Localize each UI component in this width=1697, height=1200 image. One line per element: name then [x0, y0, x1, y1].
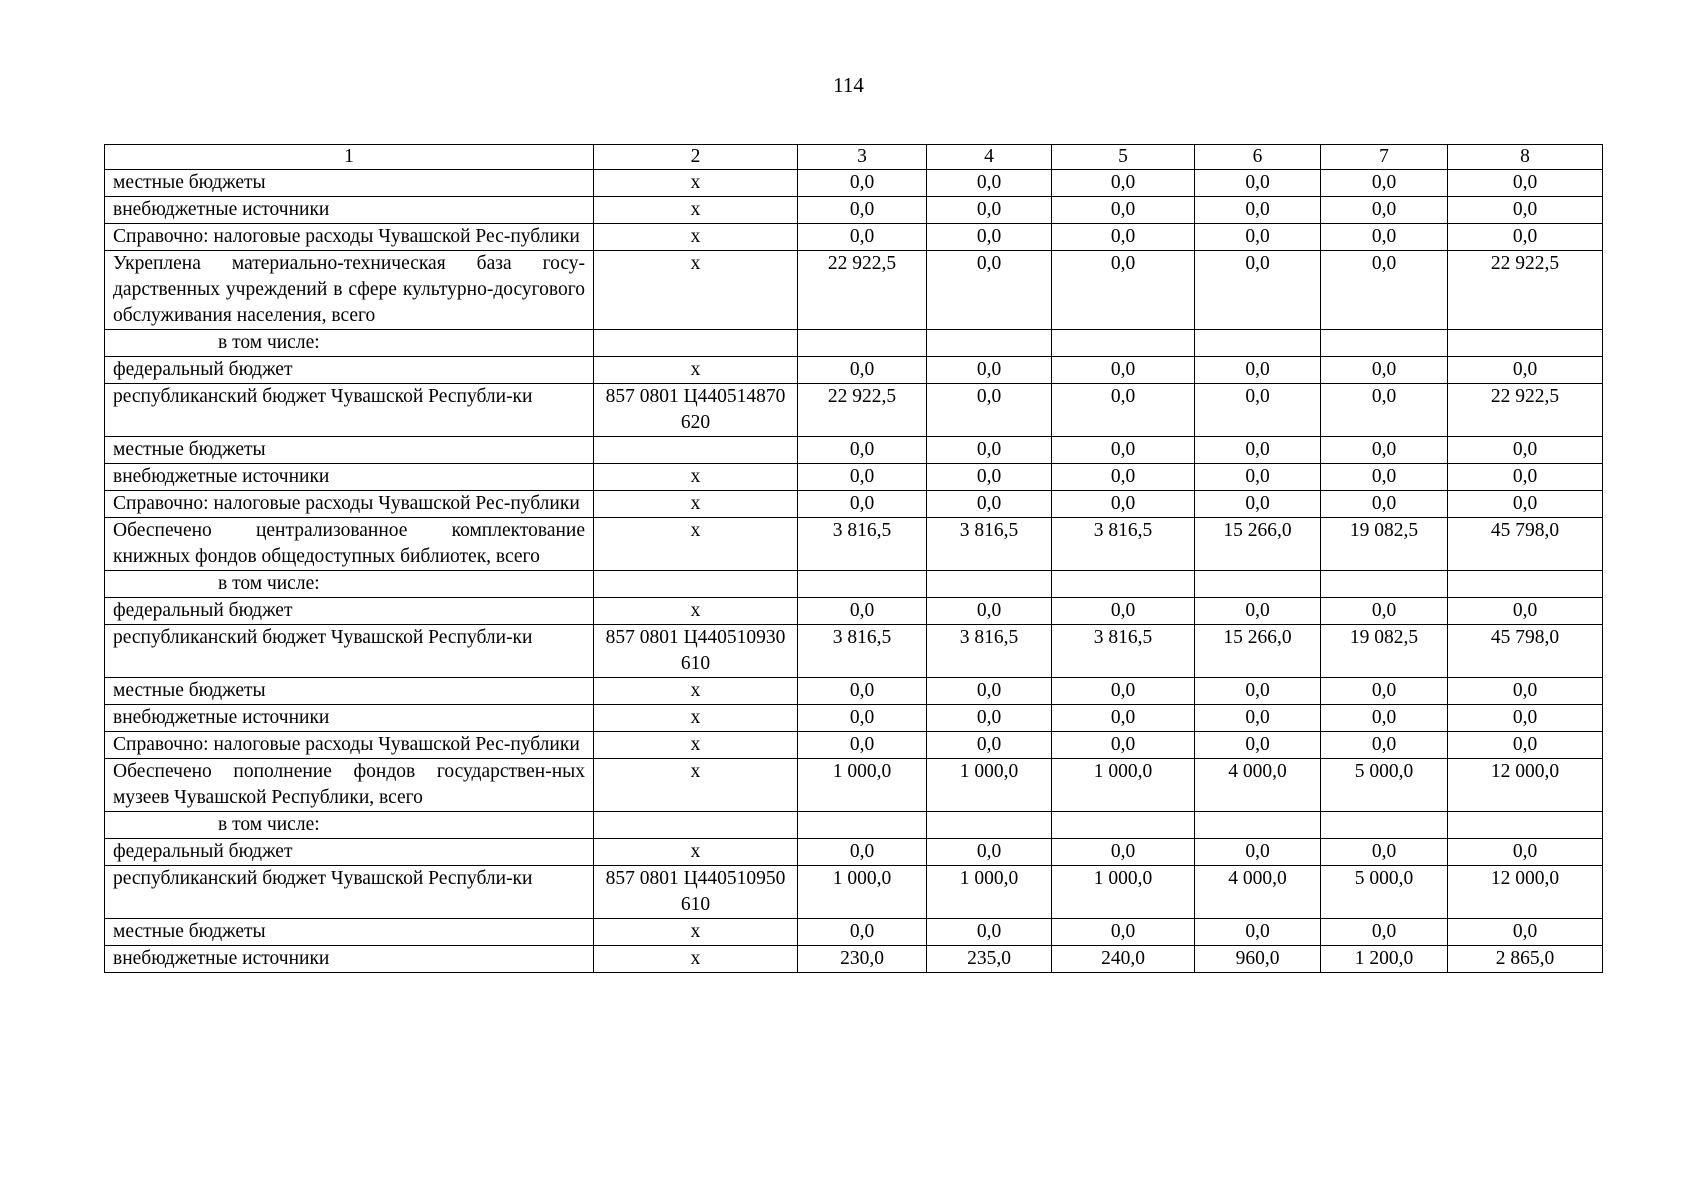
value-cell: 3 816,5 [798, 625, 927, 678]
value-cell: 0,0 [1052, 705, 1195, 732]
column-header: 2 [594, 145, 798, 170]
value-cell: 0,0 [1195, 464, 1321, 491]
value-cell: 0,0 [1448, 197, 1603, 224]
value-cell: 0,0 [927, 919, 1052, 946]
value-cell: 0,0 [927, 464, 1052, 491]
budget-code-cell: х [594, 224, 798, 251]
value-cell [1195, 571, 1321, 598]
column-header: 4 [927, 145, 1052, 170]
value-cell [927, 330, 1052, 357]
value-cell: 960,0 [1195, 946, 1321, 973]
value-cell: 0,0 [1321, 437, 1448, 464]
table-row [105, 197, 1603, 224]
budget-code-cell: х [594, 839, 798, 866]
value-cell: 0,0 [1195, 437, 1321, 464]
value-cell: 0,0 [1052, 678, 1195, 705]
value-cell: 235,0 [927, 946, 1052, 973]
value-cell: 45 798,0 [1448, 518, 1603, 571]
value-cell: 22 922,5 [798, 384, 927, 437]
row-label: Справочно: налоговые расходы Чувашской Рес-публики [105, 491, 594, 518]
budget-code-cell: х [594, 251, 798, 330]
value-cell [1052, 571, 1195, 598]
table-row [105, 678, 1603, 705]
value-cell: 1 000,0 [1052, 759, 1195, 812]
budget-code-cell: х [594, 464, 798, 491]
value-cell: 5 000,0 [1321, 866, 1448, 919]
value-cell: 0,0 [1195, 491, 1321, 518]
value-cell: 0,0 [1052, 224, 1195, 251]
value-cell: 0,0 [798, 170, 927, 197]
column-header: 6 [1195, 145, 1321, 170]
value-cell: 0,0 [798, 197, 927, 224]
value-cell: 1 000,0 [927, 759, 1052, 812]
column-header: 8 [1448, 145, 1603, 170]
value-cell [927, 812, 1052, 839]
value-cell: 0,0 [1195, 839, 1321, 866]
value-cell: 4 000,0 [1195, 866, 1321, 919]
value-cell [798, 571, 927, 598]
table-row [105, 946, 1603, 973]
row-label: Обеспечено пополнение фондов государствен-ных музеев Чувашской Республики, всего [105, 759, 594, 812]
value-cell: 0,0 [798, 491, 927, 518]
value-cell: 0,0 [1448, 224, 1603, 251]
page-number: 114 [833, 73, 864, 97]
value-cell: 0,0 [927, 224, 1052, 251]
table-row [105, 491, 1603, 518]
row-label: внебюджетные источники [105, 946, 594, 973]
budget-code-cell: х [594, 491, 798, 518]
table-row [105, 625, 1603, 678]
table-row [105, 224, 1603, 251]
value-cell: 3 816,5 [798, 518, 927, 571]
value-cell: 0,0 [927, 384, 1052, 437]
value-cell: 0,0 [1195, 170, 1321, 197]
budget-code-cell: х [594, 598, 798, 625]
value-cell: 1 000,0 [1052, 866, 1195, 919]
value-cell: 0,0 [1052, 919, 1195, 946]
value-cell: 0,0 [1448, 437, 1603, 464]
budget-code-cell: х [594, 759, 798, 812]
table-header-row [105, 145, 1603, 170]
value-cell: 0,0 [1052, 464, 1195, 491]
row-label: местные бюджеты [105, 919, 594, 946]
value-cell: 0,0 [798, 224, 927, 251]
value-cell: 0,0 [927, 437, 1052, 464]
value-cell: 0,0 [798, 705, 927, 732]
value-cell: 0,0 [798, 357, 927, 384]
budget-code-cell: х [594, 678, 798, 705]
value-cell [1448, 571, 1603, 598]
value-cell: 0,0 [1052, 598, 1195, 625]
table-row [105, 732, 1603, 759]
table-row [105, 705, 1603, 732]
value-cell: 0,0 [1321, 197, 1448, 224]
value-cell: 0,0 [1195, 224, 1321, 251]
value-cell: 3 816,5 [927, 625, 1052, 678]
value-cell: 0,0 [798, 437, 927, 464]
value-cell: 5 000,0 [1321, 759, 1448, 812]
value-cell: 12 000,0 [1448, 866, 1603, 919]
row-label: республиканский бюджет Чувашской Республи-ки [105, 625, 594, 678]
value-cell: 0,0 [1195, 384, 1321, 437]
row-label: местные бюджеты [105, 678, 594, 705]
value-cell: 19 082,5 [1321, 518, 1448, 571]
value-cell: 0,0 [1195, 705, 1321, 732]
value-cell: 0,0 [1448, 705, 1603, 732]
row-label: местные бюджеты [105, 437, 594, 464]
value-cell: 0,0 [927, 598, 1052, 625]
value-cell: 0,0 [1321, 357, 1448, 384]
value-cell: 0,0 [798, 464, 927, 491]
value-cell: 15 266,0 [1195, 518, 1321, 571]
value-cell: 0,0 [1052, 357, 1195, 384]
row-label: федеральный бюджет [105, 357, 594, 384]
row-label: Справочно: налоговые расходы Чувашской Рес-публики [105, 224, 594, 251]
budget-code-cell: 857 0801 Ц440514870 620 [594, 384, 798, 437]
budget-code-cell: х [594, 705, 798, 732]
value-cell: 1 200,0 [1321, 946, 1448, 973]
table-row [105, 357, 1603, 384]
value-cell: 0,0 [927, 732, 1052, 759]
budget-code-cell: х [594, 732, 798, 759]
value-cell: 0,0 [1448, 598, 1603, 625]
value-cell: 0,0 [1195, 678, 1321, 705]
table-row [105, 759, 1603, 812]
row-label: внебюджетные источники [105, 464, 594, 491]
budget-code-cell [594, 571, 798, 598]
value-cell [1321, 812, 1448, 839]
value-cell [1448, 812, 1603, 839]
value-cell: 0,0 [1052, 839, 1195, 866]
value-cell [1195, 330, 1321, 357]
table-row [105, 919, 1603, 946]
value-cell [798, 812, 927, 839]
value-cell: 0,0 [1052, 732, 1195, 759]
value-cell: 230,0 [798, 946, 927, 973]
value-cell: 0,0 [1448, 170, 1603, 197]
value-cell: 1 000,0 [798, 866, 927, 919]
value-cell: 3 816,5 [1052, 625, 1195, 678]
value-cell: 1 000,0 [798, 759, 927, 812]
value-cell: 0,0 [1321, 224, 1448, 251]
value-cell: 0,0 [798, 732, 927, 759]
budget-code-cell [594, 812, 798, 839]
budget-table [104, 144, 1603, 973]
row-label: внебюджетные источники [105, 197, 594, 224]
table-row [105, 839, 1603, 866]
value-cell: 0,0 [1052, 384, 1195, 437]
value-cell [1321, 571, 1448, 598]
row-label: местные бюджеты [105, 170, 594, 197]
value-cell: 0,0 [927, 678, 1052, 705]
column-header: 7 [1321, 145, 1448, 170]
value-cell [1052, 812, 1195, 839]
value-cell: 0,0 [1448, 732, 1603, 759]
value-cell: 0,0 [927, 839, 1052, 866]
table-row [105, 571, 1603, 598]
value-cell: 0,0 [1448, 678, 1603, 705]
row-label: в том числе: [105, 812, 594, 839]
value-cell: 0,0 [798, 678, 927, 705]
value-cell: 0,0 [1321, 464, 1448, 491]
row-label: в том числе: [105, 571, 594, 598]
value-cell: 22 922,5 [798, 251, 927, 330]
value-cell: 0,0 [1195, 919, 1321, 946]
table-row [105, 464, 1603, 491]
value-cell: 0,0 [927, 251, 1052, 330]
budget-code-cell: х [594, 946, 798, 973]
value-cell: 0,0 [1052, 437, 1195, 464]
budget-code-cell: х [594, 357, 798, 384]
value-cell: 0,0 [1195, 251, 1321, 330]
value-cell: 0,0 [927, 491, 1052, 518]
value-cell: 0,0 [1321, 678, 1448, 705]
row-label: Обеспечено централизованное комплектование книжных фондов общедоступных библиотек, всего [105, 518, 594, 571]
table-row [105, 518, 1603, 571]
value-cell: 0,0 [1448, 919, 1603, 946]
value-cell: 0,0 [1321, 598, 1448, 625]
budget-code-cell [594, 330, 798, 357]
table-row [105, 812, 1603, 839]
value-cell: 0,0 [1321, 732, 1448, 759]
budget-code-cell: х [594, 170, 798, 197]
value-cell [1321, 330, 1448, 357]
table-row [105, 437, 1603, 464]
row-label: республиканский бюджет Чувашской Республи-ки [105, 866, 594, 919]
column-header: 3 [798, 145, 927, 170]
value-cell: 0,0 [1321, 705, 1448, 732]
value-cell: 0,0 [1195, 197, 1321, 224]
value-cell: 0,0 [1195, 357, 1321, 384]
value-cell: 3 816,5 [927, 518, 1052, 571]
value-cell [927, 571, 1052, 598]
value-cell: 0,0 [1195, 732, 1321, 759]
value-cell: 0,0 [927, 357, 1052, 384]
value-cell: 0,0 [1052, 491, 1195, 518]
row-label: в том числе: [105, 330, 594, 357]
budget-code-cell: 857 0801 Ц440510930 610 [594, 625, 798, 678]
value-cell: 0,0 [1448, 464, 1603, 491]
value-cell: 19 082,5 [1321, 625, 1448, 678]
table-row [105, 384, 1603, 437]
value-cell: 45 798,0 [1448, 625, 1603, 678]
row-label: Справочно: налоговые расходы Чувашской Рес-публики [105, 732, 594, 759]
value-cell: 0,0 [1052, 251, 1195, 330]
budget-code-cell: х [594, 197, 798, 224]
value-cell: 3 816,5 [1052, 518, 1195, 571]
value-cell: 240,0 [1052, 946, 1195, 973]
value-cell: 0,0 [1052, 197, 1195, 224]
value-cell: 0,0 [927, 197, 1052, 224]
value-cell: 0,0 [1321, 491, 1448, 518]
row-label: республиканский бюджет Чувашской Республи-ки [105, 384, 594, 437]
value-cell: 0,0 [927, 170, 1052, 197]
table-row [105, 170, 1603, 197]
value-cell: 15 266,0 [1195, 625, 1321, 678]
value-cell: 0,0 [1195, 598, 1321, 625]
value-cell: 0,0 [1448, 357, 1603, 384]
value-cell: 0,0 [798, 598, 927, 625]
column-header: 5 [1052, 145, 1195, 170]
value-cell [1448, 330, 1603, 357]
value-cell: 0,0 [927, 705, 1052, 732]
value-cell: 1 000,0 [927, 866, 1052, 919]
value-cell [1052, 330, 1195, 357]
value-cell: 0,0 [1448, 839, 1603, 866]
value-cell: 0,0 [798, 839, 927, 866]
value-cell: 0,0 [1321, 839, 1448, 866]
value-cell [1195, 812, 1321, 839]
budget-code-cell: х [594, 518, 798, 571]
budget-code-cell: 857 0801 Ц440510950 610 [594, 866, 798, 919]
table-row [105, 330, 1603, 357]
row-label: федеральный бюджет [105, 839, 594, 866]
value-cell: 0,0 [1321, 919, 1448, 946]
column-header: 1 [105, 145, 594, 170]
value-cell: 4 000,0 [1195, 759, 1321, 812]
table-row [105, 251, 1603, 330]
value-cell [798, 330, 927, 357]
value-cell: 22 922,5 [1448, 384, 1603, 437]
value-cell: 0,0 [798, 919, 927, 946]
budget-code-cell [594, 437, 798, 464]
row-label: Укреплена материально-техническая база госу-дарственных учреждений в сфере культурно-досугового обслуживания населения, всего [105, 251, 594, 330]
value-cell: 12 000,0 [1448, 759, 1603, 812]
row-label: федеральный бюджет [105, 598, 594, 625]
table-row [105, 598, 1603, 625]
value-cell: 0,0 [1321, 251, 1448, 330]
row-label: внебюджетные источники [105, 705, 594, 732]
value-cell: 0,0 [1321, 170, 1448, 197]
value-cell: 0,0 [1052, 170, 1195, 197]
budget-code-cell: х [594, 919, 798, 946]
value-cell: 0,0 [1321, 384, 1448, 437]
value-cell: 0,0 [1448, 491, 1603, 518]
table-row [105, 866, 1603, 919]
value-cell: 22 922,5 [1448, 251, 1603, 330]
value-cell: 2 865,0 [1448, 946, 1603, 973]
